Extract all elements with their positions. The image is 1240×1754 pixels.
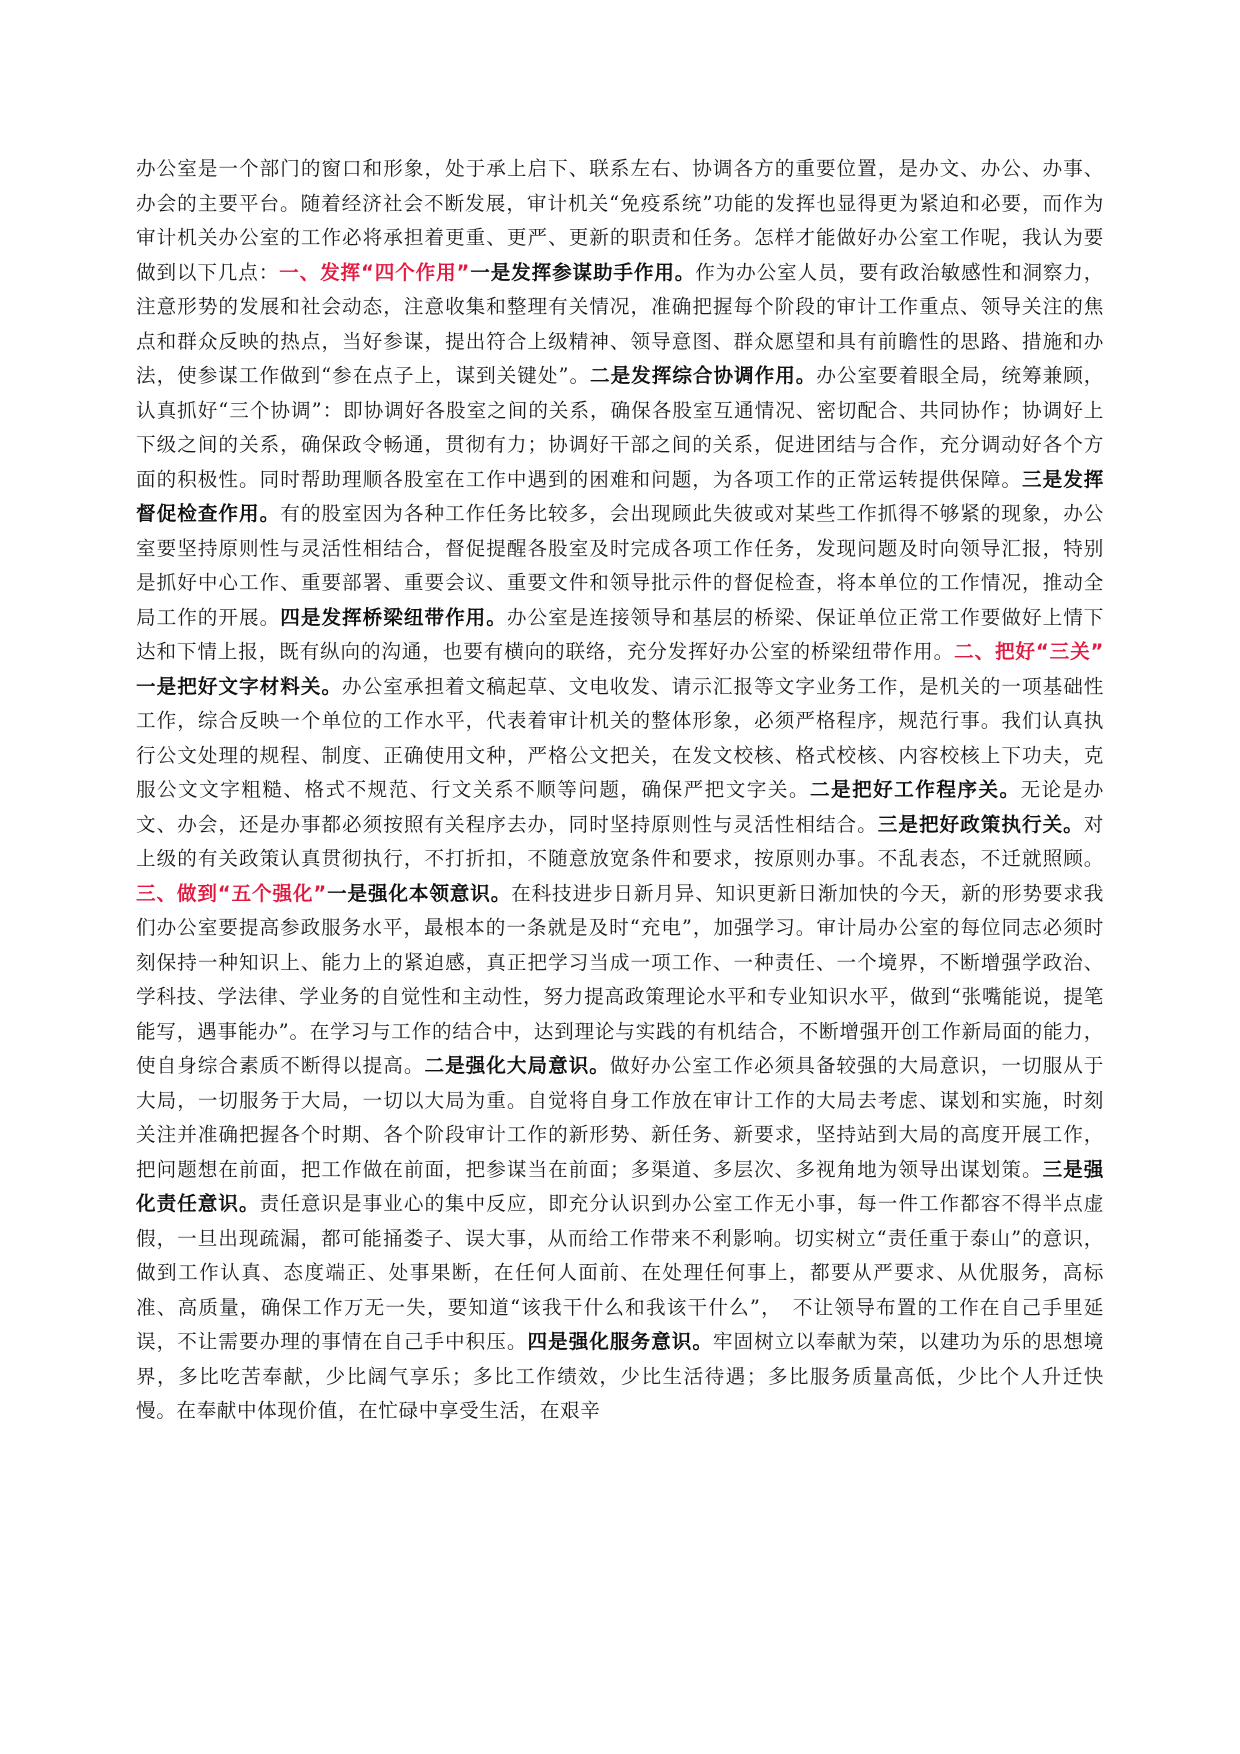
body-text: 牢固树立以奉献为荣，以建功为乐的思想境界，多比吃苦奉献，少比阔气享乐；多比工作绩效，少比生活待遇；多比服务质量高低，少比个人升迁快慢。在奉献中体现价值，在忙碌中享受生活，在艰辛 <box>136 1330 1104 1422</box>
bold-lead-3-3: 三是强化责任意识。 <box>136 1157 1104 1215</box>
bold-lead-1-3: 三是发挥督促检查作用。 <box>136 467 1104 525</box>
document-body <box>136 152 1125 1429</box>
bold-lead-1-2: 二是发挥综合协调作用。 <box>590 364 817 387</box>
body-text: 作为办公室人员，要有政治敏感性和洞察力，注意形势的发展和社会动态，注意收集和整理有关情况，准确把握每个阶段的审计工作重点、领导关注的焦点和群众反映的热点，当好参谋，提出符合上级精神、领导意图、群众愿望和具有前瞻性的思路、措施和办法，使参谋工作做到“参在点子上，谋到关键处”。 <box>136 260 1105 387</box>
section-heading-2: 二、把好“三关” <box>954 640 1125 663</box>
bold-lead-3-2: 二是强化大局意识。 <box>424 1054 610 1077</box>
bold-lead-1-1: 一是发挥参谋助手作用。 <box>470 260 696 284</box>
body-text: 办公室是一个部门的窗口和形象，处于承上启下、联系左右、协调各方的重要位置，是办文、办公、办事、办会的主要平台。随着经济社会不断发展，审计机关“免疫系统”功能的发挥也显得更为紧迫和必要，而作为审计机关办公室的工作必将承担着更重、更严、更新的职责和任务。怎样才能做好办公室工作呢，我认为要做到以下几点： <box>136 157 1104 284</box>
body-paragraph <box>136 152 1125 1429</box>
bold-lead-2-1: 一是把好文字材料关。 <box>136 674 343 698</box>
body-text: 在科技进步日新月异、知识更新日渐加快的今天，新的形势要求我们办公室要提高参政服务水平，最根本的一条就是及时“充电”，加强学习。审计局办公室的每位同志必须时刻保持一种知识上、能力上的紧迫感，真正把学习当成一项工作、一种责任、一个境界，不断增强学政治、学科技、学法律、学业务的自觉性和主动性，努力提高政策理论水平和专业知识水平，做到“张嘴能说，提笔能写，遇事能办”。在学习与工作的结合中，达到理论与实践的有机结合，不断增强开创工作新局面的能力，使自身综合素质不断得以提高。 <box>136 881 1104 1077</box>
body-text: 办公室要着眼全局，统筹兼顾，认真抓好“三个协调”：即协调好各股室之间的关系，确保各股室互通情况、密切配合、共同协作；协调好上下级之间的关系，确保政令畅通，贯彻有力；协调好干部之间的关系，促进团结与合作，充分调动好各个方面的积极性。同时帮助理顺各股室在工作中遇到的困难和问题，为各项工作的正常运转提供保障。 <box>136 364 1104 491</box>
body-text: 有的股室因为各种工作任务比较多，会出现顾此失彼或对某些工作抓得不够紧的现象，办公室要坚持原则性与灵活性相结合，督促提醒各股室及时完成各项工作任务，发现问题及时向领导汇报，特别是抓好中心工作、重要部署、重要会议、重要文件和领导批示件的督促检查，将本单位的工作情况，推动全局工作的开展。 <box>136 502 1104 629</box>
bold-lead-3-4: 四是强化服务意识。 <box>527 1330 713 1353</box>
body-text: 做好办公室工作必须具备较强的大局意识，一切服从于大局，一切服务于大局，一切以大局为重。自觉将自身工作放在审计工作的大局去考虑、谋划和实施，时刻关注并准确把握各个时期、各个阶段审计工作的新形势、新任务、新要求，坚持站到大局的高度开展工作，把问题想在前面，把工作做在前面，把参谋当在前面；多渠道、多层次、多视角地为领导出谋划策。 <box>136 1054 1104 1181</box>
bold-lead-1-4: 四是发挥桥梁纽带作用。 <box>280 605 507 629</box>
body-text: 责任意识是事业心的集中反应，即充分认识到办公室工作无小事，每一件工作都容不得半点虚假，一旦出现疏漏，都可能捅娄子、误大事，从而给工作带来不利影响。切实树立“责任重于泰山”的意识，做到工作认真、态度端正、处事果断，在任何人面前、在处理任何事上，都要从严要求、从优服务，高标准、高质量，确保工作万无一失，要知道“该我干什么和我该干什么”， 不让领导布置的工作在自己手里延误，不让需要办理的事情在自己手中积压。 <box>136 1192 1104 1353</box>
body-text: 对上级的有关政策认真贯彻执行，不打折扣，不随意放宽条件和要求，按原则办事。不乱表态，不迁就照顾。 <box>136 812 1104 870</box>
bold-lead-2-3: 三是把好政策执行关。 <box>877 812 1084 836</box>
bold-lead-2-2: 二是把好工作程序关。 <box>810 778 1021 801</box>
bold-lead-3-1: 一是强化本领意识。 <box>326 881 512 905</box>
body-text: 办公室承担着文稿起草、文电收发、请示汇报等文字业务工作，是机关的一项基础性工作，综合反映一个单位的工作水平，代表着审计机关的整体形象，必须严格程序，规范行事。我们认真执行公文处理的规程、制度、正确使用文种，严格公文把关，在发文校核、格式校核、内容校核上下功夫，克服公文文字粗糙、格式不规范、行文关系不顺等问题，确保严把文字关。 <box>136 674 1104 801</box>
section-heading-3: 三、做到“五个强化” <box>136 881 327 905</box>
body-text: 无论是办文、办会，还是办事都必须按照有关程序去办，同时坚持原则性与灵活性相结合。 <box>136 778 1105 836</box>
section-heading-1: 一、发挥“四个作用” <box>279 260 470 284</box>
body-text: 办公室是连接领导和基层的桥梁、保证单位正常工作要做好上情下达和下情上报，既有纵向的沟通，也要有横向的联络，充分发挥好办公室的桥梁纽带作用。 <box>136 605 1104 663</box>
